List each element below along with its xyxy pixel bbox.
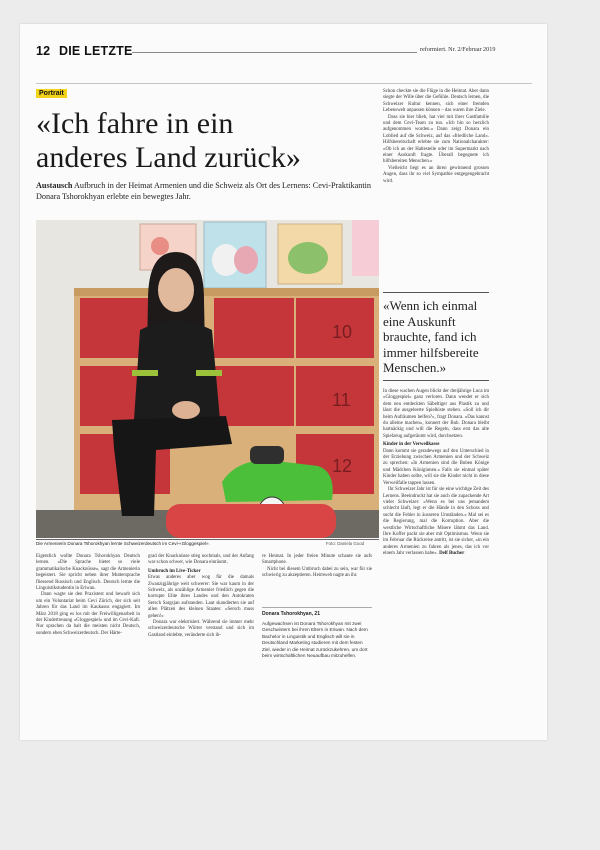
subheading: Kinder in der Verweilkasse [383,442,440,448]
lead-paragraph [36,180,379,202]
section-name: DIE LETZTE [59,44,133,58]
text-column-2 [148,554,254,639]
page-number: 12 [36,44,51,58]
article-photo [36,220,379,538]
paragraph: grad der Knacknüsse stieg nochmals, und der Anfang war schon schwer, wie Donara einräumt. [148,554,254,566]
page-header [36,44,133,58]
top-divider [36,83,532,84]
headline-line-1: «Ich fahre in ein [36,107,234,140]
publication-info: reformiert. Nr. 2/Februar 2019 [420,46,496,53]
portrait-tag: Portrait [36,89,67,98]
pull-quote: «Wenn ich einmal eine Auskunft brauchte, fand ich immer hilfsbereite Menschen.» [383,298,479,375]
paragraph: Donara war elektrisiert. Während sie immer mehr schweizerdeutsche Wörter verstand und sich im Gastland einlebte, veränderte sich ih- [148,620,254,638]
headline-line-2: anderes Land zurück» [36,141,301,174]
lead-text: Aufbruch in der Heimat Armenien und die Schweiz als Ort des Lernens: Cevi-Praktikantin Donara Tshorokhyan erlebte ein bewegtes Jahr. [36,181,371,201]
pull-quote-rule-bottom [383,380,489,381]
photo-illustration [36,220,379,538]
paragraph: Nicht bei diesem Umbruch dabei zu sein, war für sie schwierig zu akzeptieren. Heimweh nagte an ihr. [262,566,372,579]
paragraph: Eigentlich wollte Donara Tshorokhyan Deutsch lernen. «Die Sprache bietet so viele grammatikalische Knacknüsse», sagt die Armenierin begeistert. Sie spricht neben ihrer Muttersprache fliessend Russisch und Englisch. Deutsch lernte die Linguistikstudentin in Eriwan. [36,554,140,592]
photo-credit: Foto: Daniela Good [326,541,365,546]
subheading: Umbruch im Live-Ticker [148,568,201,574]
paragraph: Dann kommt sie geradewegs auf den Unterschied in der Erziehung zwischen Armenien und der Schweiz zu sprechen: «In Armenien sind die Buben Könige und Mädchen Königinnen.» Falls sie einmal später Kinder haben sollte, will sie die Kinder nicht in diese Verweilfalle tappen lassen. [383,448,489,486]
paragraph: Dann wagte sie den Praxistest und bewarb sich um ein Volontariat beim Cevi Zürich, der sich seit Jahren für das Land im Kaukasus engagiert. Im März 2018 ging es los mit der Freiwilligenarbeit in der Kindertreuung «Gloggespiel» und im Cevi-Kafi. Nur sprachen da halt die meisten nicht Deutsch, sondern eben Schweizerdeutsch. Der Härte- [36,592,140,636]
paragraph: Dass sie hier blieb, hat viel mit ihrer Gastfamilie und dem Cevi-Team zu tun. «Ich bin so herzlich aufgenommen worden.» Dann zeigt Donara ein Loblied auf die Schweiz, auf das «friedliche Land». Hilfsbereitschaft erlebte sie zum Nationalcharakter: «Ob ich an der Haltestelle oder im Supermarkt nach einer Auskunft fragte. Überall begegnete ich hilfsbereiten Menschen.» [383,114,489,165]
paragraph-text: Ihr Schweizer Jahr ist für sie eine wichtige Zeit des Lernens. Beeindruckt hat sie auch die zupackende Art vieler Schweizer: «Wenn es bei uns jemandem schlecht läuft, legt er die Hände in den Schoss und sucht die Fehler in äusseren Umständen.» Mal sei es die Regierung, mal die Korruption. Aber die westliche Wirtschaftliche Misere lähmt das Land. Ihre Koffer packt sie aber mit Optimismus. Wenn sie im Februar die Rückreise antritt, ist sie sicher, «in ein anderes Armenien zu fahren als jenes, das ich vor einem Jahr verlassen habe». [383,487,489,557]
text-column-3 [262,554,372,580]
pull-quote-rule-top [383,292,489,293]
headline [36,107,376,175]
paragraph: Schon checkte sie die Flüge in die Heimat. Aber dann siegte der Wille über die Gefühle. Deutsch lernen, die Schweizer Kultur kennen, sich einer fremden Lebenswelt anpassen können – das waren ihre Ziele. [383,89,489,114]
svg-text:12: 12 [332,456,353,476]
paragraph: Vielleicht liegt es an ihren gewinnend grossen Augen, dass ihr so viel Sympathie entgegengebracht wird. [383,165,489,184]
lead-kicker: Austausch [36,181,73,190]
newspaper-page [20,24,547,740]
bio-text: Aufgewachsen ist Donara Tshorokhyan mit zwei Geschwistern bei ihren Eltern in Eriwan. Nach dem Bachelor in Linguistik und Englisch will sie in Deutschland Marketing studieren mit dem festen Ziel, wieder in die Heimat zurückzukehren, um dort beim wirtschaftlichen Neuaufbau mitzuhelfen. [262,621,368,659]
bio-rule [262,607,372,608]
author-name: Delf Bucher [439,551,465,557]
header-rule [132,52,417,53]
text-column-4-top [383,89,489,185]
svg-text:10: 10 [332,322,353,342]
paragraph: Etwas anderes aber wog für die damals Zwanzigjährige weit schwerer: Sie war kaum in der Schweiz, als unzählige Armenier friedlich gegen die korrupte Elite ihres Landes und den Autokraten Sersch Sargsjan aufstanden. Laut skandierten sie auf allen Plätzen des kleinen Staates: «Sersch muss gehen!» [148,575,254,619]
paragraph [383,487,489,557]
caption-rule [36,539,379,540]
paragraph: In diese wachen Augen blickt der dreijährige Luca im «Gloggespiel» ganz verloren. Dann wendet er sich dem neu entdeckten Säbeltiger aus Plastik zu und lässt die ausgeleerte Spielkiste stehen. «Soll ich dir beim Aufräumen helfen?», fragt Donara. «Das kannst du alleine machen», konnert der Bub. Donara bleibt hartnäckig und will die Regeln, dass erst das alte Spielzeug aufgeräumt wird, durchsetzen. [383,389,489,439]
svg-text:11: 11 [332,390,351,410]
photo-caption: Die Armenierin Donara Tshorokhyan lernte Schweizerdeutsch im Cevi-«Gloggespiel». [36,541,210,546]
bio-name: Donara Tshorokhyan, 21 [262,611,320,617]
text-column-4-bottom [383,389,489,558]
paragraph: re Heimat. In jeder freien Minute schaute sie aufs Smartphone. [262,554,372,566]
text-column-1 [36,554,140,637]
